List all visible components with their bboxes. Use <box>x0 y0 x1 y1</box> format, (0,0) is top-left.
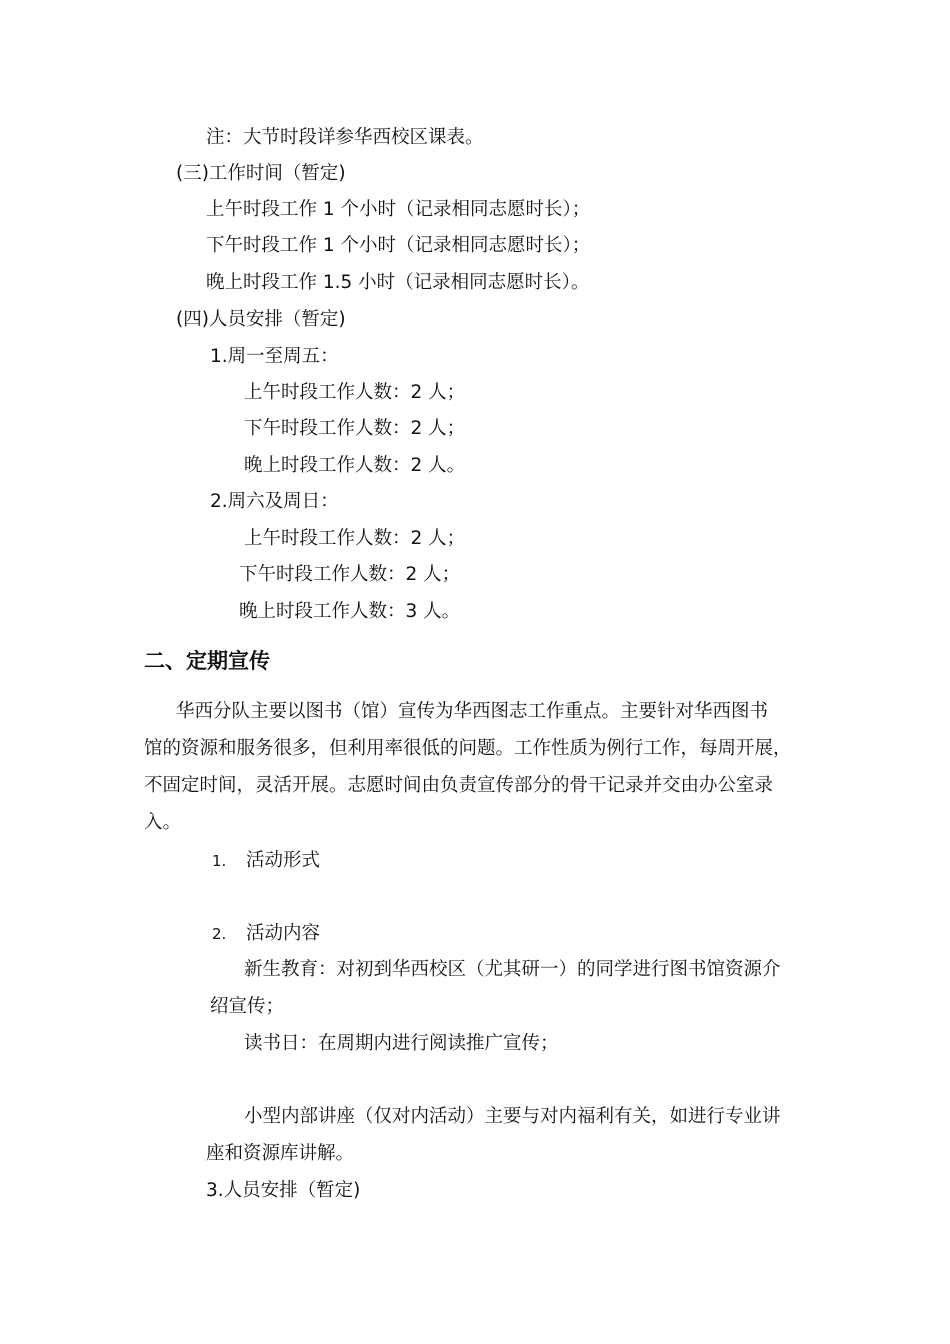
paragraph-line-1: 华西分队主要以图书（馆）宣传为华西图志工作重点。主要针对华西图书 <box>176 701 769 722</box>
list-label: 活动内容 <box>246 923 321 944</box>
list-item-activity-content <box>212 922 320 946</box>
list-number: 1. <box>212 852 227 870</box>
weekend-label: 2.周六及周日： <box>210 491 339 512</box>
part-2-title: 二、定期宣传 <box>144 649 270 673</box>
weekday-label: 1.周一至周五： <box>210 346 339 367</box>
weekday-afternoon-staff: 下午时段工作人数：2 人； <box>244 418 466 439</box>
lecture-line-1: 小型内部讲座（仅对内活动）主要与对内福利有关，如进行专业讲 <box>244 1106 781 1127</box>
work-time-morning: 上午时段工作 1 个小时（记录相同志愿时长）； <box>206 199 591 220</box>
list-item-activity-form <box>212 849 320 873</box>
reading-day-line: 读书日：在周期内进行阅读推广宣传； <box>244 1033 559 1054</box>
weekday-evening-staff: 晚上时段工作人数：2 人。 <box>244 455 466 476</box>
list-number: 2. <box>212 925 227 943</box>
weekend-afternoon-staff: 下午时段工作人数：2 人； <box>239 564 461 585</box>
weekend-morning-staff: 上午时段工作人数：2 人； <box>244 528 466 549</box>
note-line: 注：大节时段详参华西校区课表。 <box>206 127 484 148</box>
list-label: 活动形式 <box>246 850 321 871</box>
weekday-morning-staff: 上午时段工作人数：2 人； <box>244 382 466 403</box>
paragraph-line-2: 馆的资源和服务很多，但利用率很低的问题。工作性质为例行工作，每周开展， <box>144 738 792 759</box>
section-3-heading: (三)工作时间（暂定) <box>176 163 346 184</box>
lecture-line-2: 座和资源库讲解。 <box>206 1143 355 1164</box>
freshman-education-line-1: 新生教育：对初到华西校区（尤其研一）的同学进行图书馆资源介 <box>244 959 781 980</box>
freshman-education-line-2: 绍宣传； <box>210 996 285 1017</box>
staffing-heading: 3.人员安排（暂定) <box>206 1180 361 1201</box>
section-4-heading: (四)人员安排（暂定) <box>176 309 346 330</box>
paragraph-line-4: 入。 <box>144 812 182 833</box>
weekend-evening-staff: 晚上时段工作人数：3 人。 <box>239 601 461 622</box>
work-time-evening: 晚上时段工作 1.5 小时（记录相同志愿时长）。 <box>206 272 590 293</box>
paragraph-line-3: 不固定时间，灵活开展。志愿时间由负责宣传部分的骨干记录并交由办公室录 <box>144 775 774 796</box>
work-time-afternoon: 下午时段工作 1 个小时（记录相同志愿时长）； <box>206 235 591 256</box>
